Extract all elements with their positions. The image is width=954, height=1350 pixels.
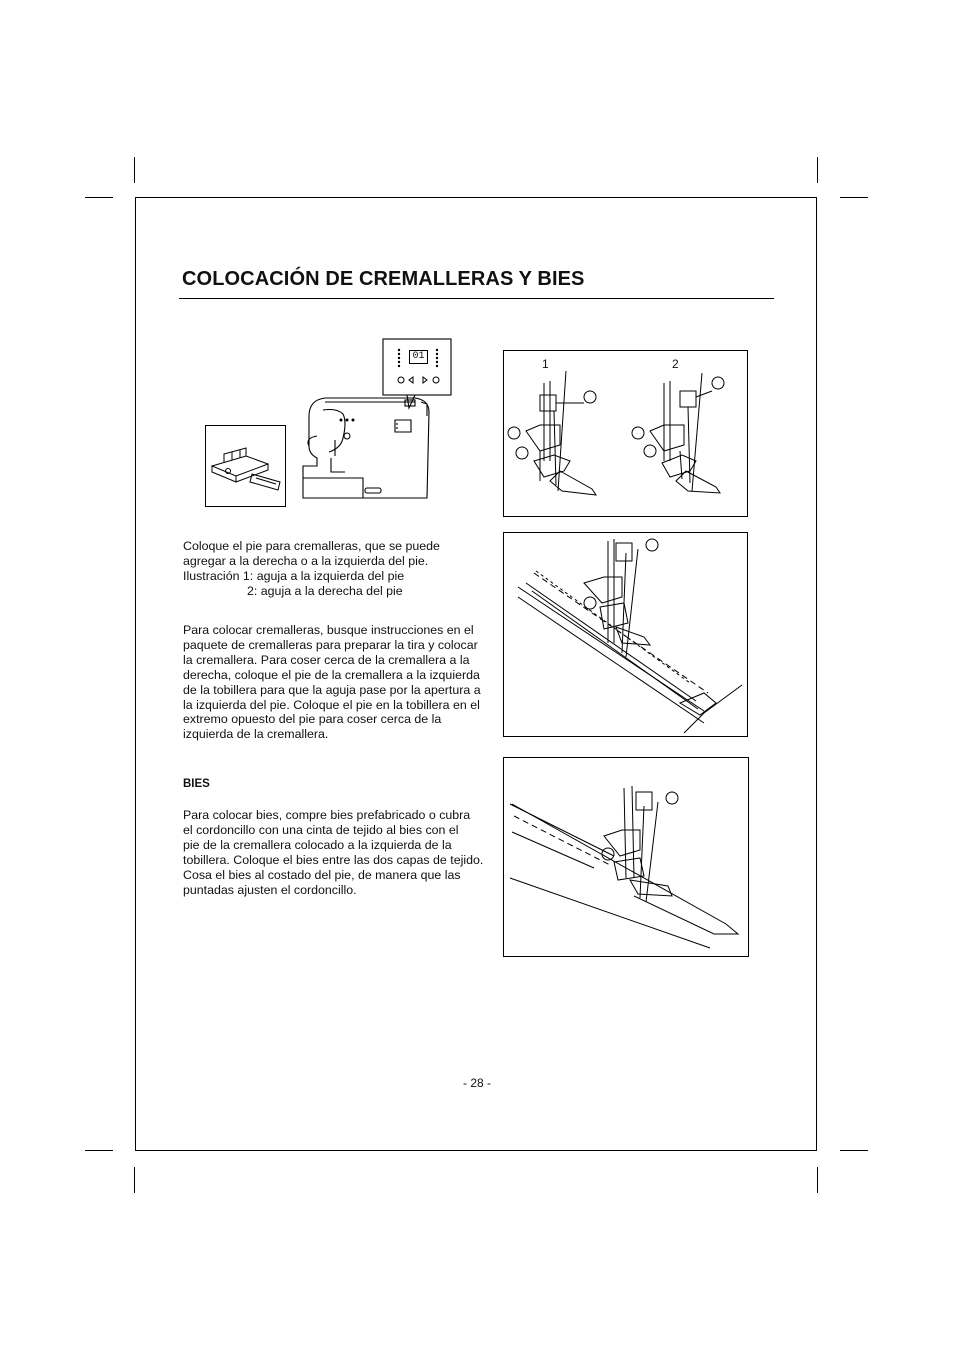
bias-sewing-figure	[503, 757, 749, 957]
bies-paragraph	[183, 808, 483, 897]
crop-mark	[840, 197, 868, 198]
zipper-line: derecha, coloque el pie de la cremallera a la izquierda	[183, 667, 480, 682]
zipper-foot-positions-figure	[503, 350, 748, 517]
crop-mark	[817, 157, 818, 183]
bies-line: el cordoncillo con una cinta de tejido al bies con el	[183, 822, 459, 837]
bies-line: tobillera. Coloque el bies entre las dos capas de tejido.	[183, 852, 484, 867]
bies-line: Para colocar bies, compre bies prefabricado o cubra	[183, 808, 471, 822]
zipper-sewing-figure	[503, 532, 748, 737]
zipper-foot-illustration	[205, 425, 286, 507]
title-divider	[179, 298, 774, 299]
crop-mark	[817, 1167, 818, 1193]
figure-label-2: 2	[672, 357, 679, 371]
zipper-line: izquierda de la cremallera.	[183, 727, 329, 742]
zipper-line: de la tobillera para que la aguja pase por la apertura a	[183, 682, 481, 697]
intro-line: agregar a la derecha o a la izquierda del pie.	[183, 553, 429, 568]
sewing-machine-illustration	[295, 338, 455, 510]
crop-mark	[85, 1150, 113, 1151]
crop-mark	[134, 1167, 135, 1193]
intro-paragraph	[183, 539, 440, 599]
zipper-line: la cremallera. Para coser cerca de la cremallera a la	[183, 652, 470, 667]
zipper-line: Para colocar cremalleras, busque instrucciones en el	[183, 623, 474, 637]
intro-line: Ilustración 1: aguja a la izquierda del pie	[183, 568, 405, 583]
crop-mark	[840, 1150, 868, 1151]
zipper-line: extremo opuesto del pie para coser cerca de la	[183, 712, 442, 727]
intro-line: Coloque el pie para cremalleras, que se puede	[183, 539, 440, 553]
zipper-line: paquete de cremalleras para preparar la tira y colocar	[183, 637, 478, 652]
bies-line: Cosa el bies al costado del pie, de manera que las	[183, 867, 461, 882]
page-title: COLOCACIÓN DE CREMALLERAS Y BIES	[182, 268, 585, 290]
bies-line: puntadas ajusten el cordoncillo.	[183, 882, 357, 897]
zipper-paragraph	[183, 623, 481, 742]
figure-label-1: 1	[542, 357, 549, 371]
bies-heading: BIES	[183, 778, 210, 790]
page-number: - 28 -	[462, 1076, 491, 1090]
stitch-display: 01	[409, 350, 428, 364]
crop-mark	[85, 197, 113, 198]
intro-line: 2: aguja a la derecha del pie	[247, 583, 403, 598]
zipper-line: la izquierda del pie. Coloque el pie en la tobillera en el	[183, 697, 480, 712]
crop-mark	[134, 157, 135, 183]
bies-line: pie de la cremallera colocado a la izquierda de la	[183, 837, 452, 852]
